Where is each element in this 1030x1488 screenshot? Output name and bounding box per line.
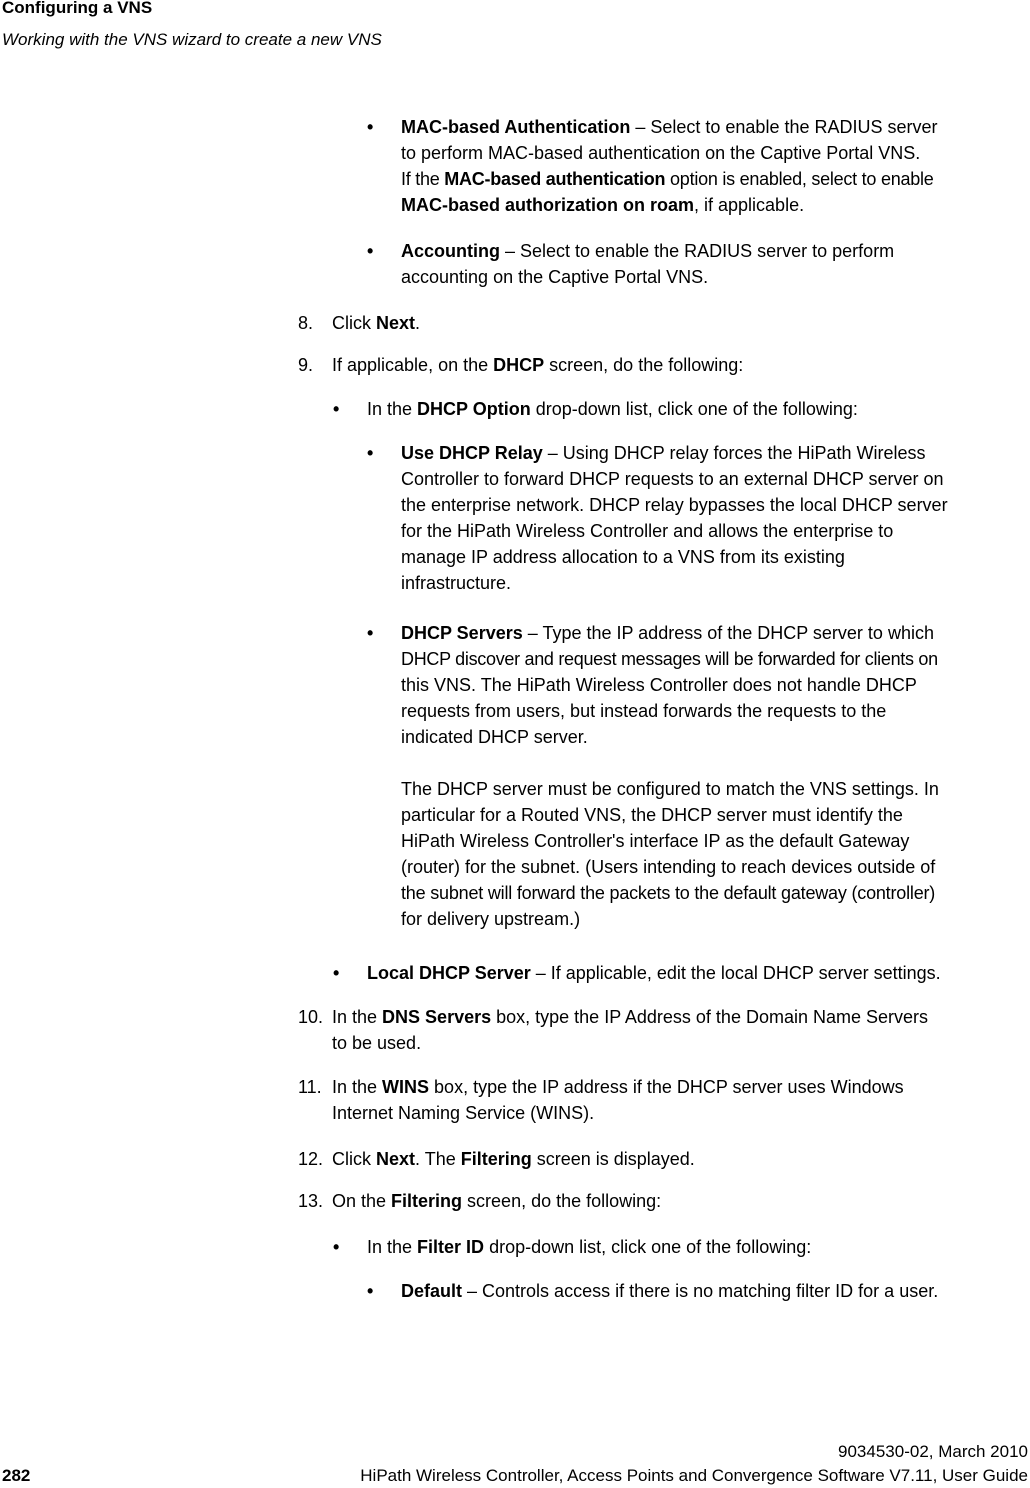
dhcp-servers-note: The DHCP server must be configured to match the VNS settings. In particular for a Routed VNS, the DHCP server must identify the HiPath Wireless Controller's interface IP as the default Gateway (router) for the subnet. (Users intending to reach devices outside of the subnet will forward the packets to the default gateway (controller) for delivery upstream.) <box>401 779 939 929</box>
mac-auth-term: MAC-based Authentication <box>401 117 631 137</box>
local-dhcp-item: Local DHCP Server – If applicable, edit the local DHCP server settings. <box>367 963 941 983</box>
bullet: • <box>367 241 374 261</box>
dhcp-relay-item: Use DHCP Relay – Using DHCP relay forces the HiPath Wireless Controller to forward DHCP requests to an external DHCP server on the enterprise network. DHCP relay bypasses the local DHCP server for the HiPath Wireless Controller and allows the enterprise to manage IP address allocation to a VNS from its existing infrastructure. <box>401 443 948 593</box>
bullet: • <box>367 443 374 463</box>
step-9: If applicable, on the DHCP screen, do the following: <box>332 355 744 375</box>
step-number: 9. <box>298 355 314 375</box>
mac-auth-item: MAC-based Authentication – Select to enable the RADIUS server to perform MAC-based authentication on the Captive Portal VNS. If the MAC-based authentication option is enabled, select to enable MAC-based authorization on roam, if applicable. <box>401 117 938 215</box>
accounting-item: Accounting – Select to enable the RADIUS server to perform accounting on the Captive Portal VNS. <box>401 241 895 287</box>
default-item: Default – Controls access if there is no matching filter ID for a user. <box>401 1281 939 1301</box>
section-title: Working with the VNS wizard to create a new VNS <box>2 30 382 49</box>
step-11: In the WINS box, type the IP address if the DHCP server uses Windows Internet Naming Service (WINS). <box>332 1077 904 1123</box>
step-12: Click Next. The Filtering screen is displayed. <box>332 1149 695 1169</box>
filter-id-item: In the Filter ID drop-down list, click one of the following: <box>367 1237 812 1257</box>
step-number: 10. <box>298 1007 324 1027</box>
chapter-title: Configuring a VNS <box>2 0 153 17</box>
bullet: • <box>333 963 340 983</box>
step-number: 13. <box>298 1191 324 1211</box>
dhcp-option-item: In the DHCP Option drop-down list, click one of the following: <box>367 399 858 419</box>
bullet: • <box>367 117 374 137</box>
bullet: • <box>367 623 374 643</box>
bullet: • <box>333 1237 340 1257</box>
step-number: 12. <box>298 1149 324 1169</box>
page-number: 282 <box>2 1466 31 1485</box>
step-number: 11. <box>298 1077 322 1097</box>
step-13: On the Filtering screen, do the following: <box>332 1191 662 1211</box>
step-8: Click Next. <box>332 313 421 333</box>
step-10: In the DNS Servers box, type the IP Address of the Domain Name Servers to be used. <box>332 1007 929 1053</box>
bullet: • <box>367 1281 374 1301</box>
dhcp-servers-item: DHCP Servers – Type the IP address of the DHCP server to which DHCP discover and request messages will be forwarded for clients on this VNS. The HiPath Wireless Controller does not handle DHCP requests from users, but instead forwards the requests to the indicated DHCP server. <box>401 623 938 747</box>
document-reference: 9034530-02, March 2010 <box>838 1442 1028 1461</box>
book-title: HiPath Wireless Controller, Access Points and Convergence Software V7.11, User Guide <box>360 1466 1028 1485</box>
step-number: 8. <box>298 313 314 333</box>
accounting-term: Accounting <box>401 241 500 261</box>
bullet: • <box>333 399 340 419</box>
